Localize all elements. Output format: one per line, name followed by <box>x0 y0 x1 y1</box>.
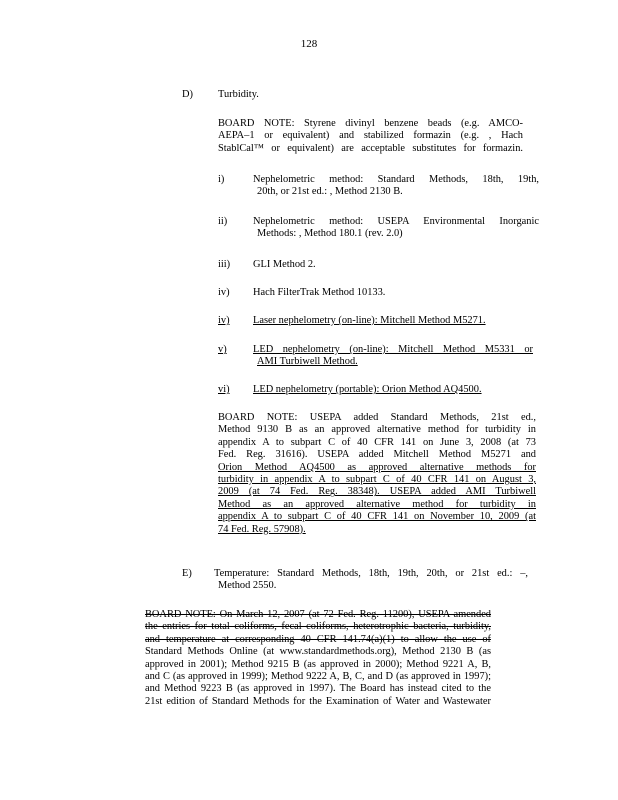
board-note-1 <box>218 118 523 155</box>
note-line: approved in 2001); Method 9215 B (as approved in 2000); Method 9221 A, B, <box>145 658 491 670</box>
section-e-label: E) <box>182 568 192 579</box>
item-text: Nephelometric method: USEPA Environmental Inorganic <box>253 216 539 227</box>
item-label: i) <box>218 174 225 185</box>
board-note-2 <box>218 412 536 536</box>
note-line: and C (as approved in 1999); Method 9222 A, B, C, and D (as approved in 1997); <box>145 671 491 683</box>
board-note-1-line: AEPA–1 or equivalent) and stabilized formazin (e.g. , Hach <box>218 130 523 142</box>
board-note-2-line: Fed. Reg. 31616). USEPA added Mitchell Method M5271 and <box>218 449 536 461</box>
section-d-label: D) <box>182 89 193 100</box>
board-note-2-line: Method as an approved alternative method for turbidity in <box>218 498 536 510</box>
item-text: LED nephelometry (on-line): Mitchell Method M5331 or <box>253 344 533 355</box>
board-note-2-line: appendix A to subpart C of 40 CFR 141 on June 3, 2008 (at 73 <box>218 436 536 448</box>
item-label: iv) <box>218 287 230 298</box>
board-note-1-line: BOARD NOTE: Styrene divinyl benzene beads (e.g. AMCO- <box>218 118 523 129</box>
board-note-2-line: 74 Fed. Reg. 57908). <box>218 523 306 535</box>
item-label: v) <box>218 344 227 355</box>
item-label: iii) <box>218 259 231 270</box>
board-note-2-line: turbidity in appendix A to subpart C of 40 CFR 141 on August 3, <box>218 474 536 486</box>
section-e-line: Method 2550. <box>218 580 277 592</box>
item-label: ii) <box>218 216 228 227</box>
item-text: AMI Turbiwell Method. <box>257 356 358 368</box>
note-line: 21st edition of Standard Methods for the Examination of Water and Wastewater <box>145 695 491 707</box>
section-e-line: Temperature: Standard Methods, 18th, 19th, 20th, or 21st ed.: –, <box>214 568 528 579</box>
item-text: GLI Method 2. <box>253 259 316 270</box>
struck-line: the entries for total coliforms, fecal coliforms, heterotrophic bacteria, turbidity, <box>145 621 491 633</box>
item-label: iv) <box>218 315 230 326</box>
item-text: Nephelometric method: Standard Methods, 18th, 19th, <box>253 174 539 185</box>
section-d-title: Turbidity. <box>218 89 259 100</box>
page-number: 128 <box>300 38 318 50</box>
board-note-2-line: 2009 (at 74 Fed. Reg. 38348). USEPA added AMI Turbiwell <box>218 486 536 498</box>
board-note-2-line: appendix A to subpart C of 40 CFR 141 on November 10, 2009 (at <box>218 511 536 523</box>
item-text: LED nephelometry (portable): Orion Method AQ4500. <box>253 384 482 395</box>
final-board-note <box>145 609 491 708</box>
board-note-2-line: Orion Method AQ4500 as approved alternative methods for <box>218 461 536 473</box>
board-note-2-line: Method 9130 B as an approved alternative method for turbidity in <box>218 424 536 436</box>
item-label: vi) <box>218 384 230 395</box>
struck-line: and temperature at corresponding 40 CFR 141.74(a)(1) to allow the use of <box>145 633 491 645</box>
section-e-text <box>214 568 528 593</box>
board-note-1-line: StablCal™ or equivalent) are acceptable substitutes for formazin. <box>218 142 523 154</box>
item-text: 20th, or 21st ed.: , Method 2130 B. <box>257 186 403 198</box>
struck-line: BOARD NOTE: On March 12, 2007 (at 72 Fed. Reg. 11200), USEPA amended <box>145 609 491 620</box>
board-note-2-line: BOARD NOTE: USEPA added Standard Methods, 21st ed., <box>218 412 536 423</box>
note-line: and Method 9223 B (as approved in 1997). The Board has instead cited to the <box>145 683 491 695</box>
item-text: Laser nephelometry (on-line): Mitchell Method M5271. <box>253 315 486 326</box>
item-text: Hach FilterTrak Method 10133. <box>253 287 386 298</box>
note-line: Standard Methods Online (at www.standardmethods.org), Method 2130 B (as <box>145 646 491 658</box>
item-text: Methods: , Method 180.1 (rev. 2.0) <box>257 228 403 240</box>
